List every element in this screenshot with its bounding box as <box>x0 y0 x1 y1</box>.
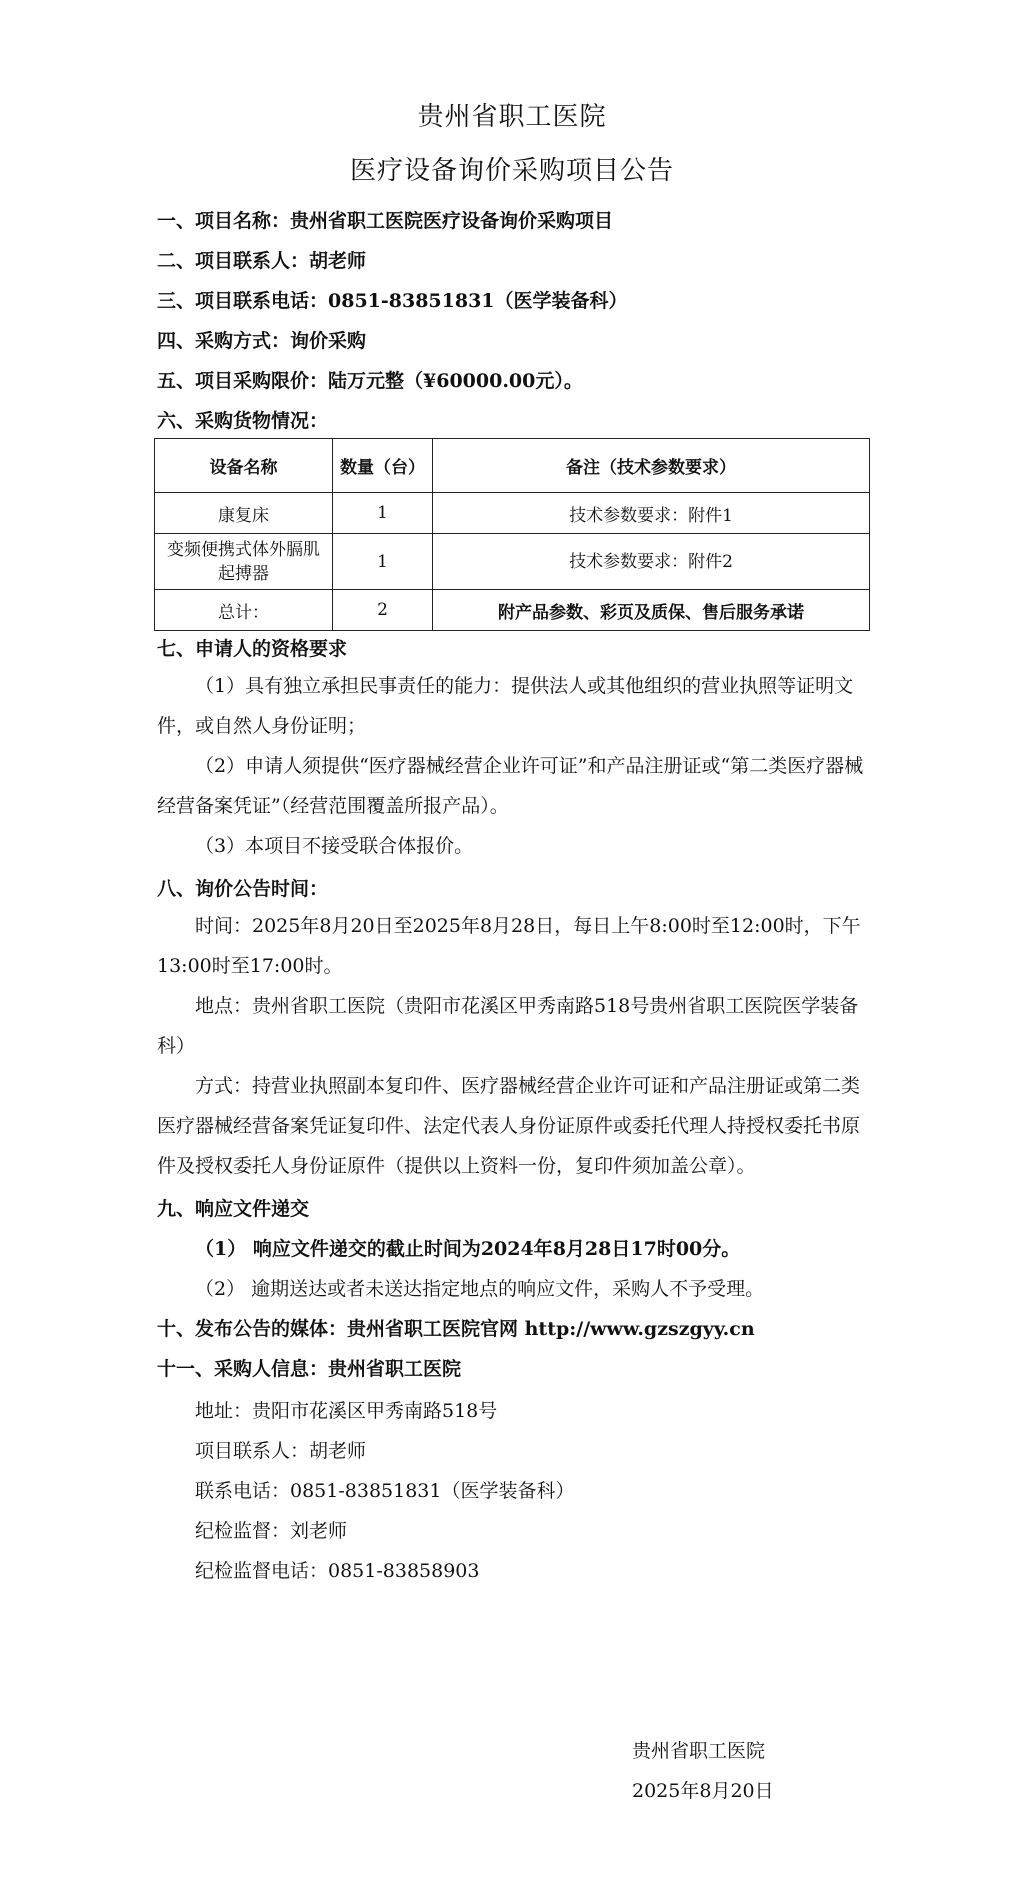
buyer-heading: 十一、采购人信息：贵州省职工医院 <box>157 1358 462 1380</box>
table-cell: 1 <box>333 493 433 534</box>
table-cell: 2 <box>333 590 433 631</box>
notice-place-text: 地点：贵州省职工医院（贵阳市花溪区甲秀南路518号贵州省职工医院医学装备科） <box>157 995 859 1057</box>
buyer-phone: 联系电话：0851-83851831（医学装备科） <box>195 1480 575 1502</box>
signature-date: 2025年8月20日 <box>632 1780 774 1802</box>
notice-time-heading: 八、询价公告时间： <box>157 878 329 900</box>
table-total-row <box>155 590 870 631</box>
qualification-p3: （3）本项目不接受联合体报价。 <box>195 835 474 857</box>
table-header-cell: 数量（台） <box>333 439 433 493</box>
item-contact-person: 二、项目联系人：胡老师 <box>157 250 367 272</box>
table-cell: 1 <box>333 534 433 590</box>
submission-heading: 九、响应文件递交 <box>157 1198 310 1220</box>
table-cell: 变频便携式体外膈肌起搏器 <box>155 534 333 590</box>
submission-late: （2） 逾期送达或者未送达指定地点的响应文件，采购人不予受理。 <box>195 1278 765 1300</box>
submission-deadline: （1） 响应文件递交的截止时间为2024年8月28日17时00分。 <box>195 1238 741 1260</box>
table-header-cell: 设备名称 <box>155 439 333 493</box>
table-row <box>155 493 870 534</box>
table-header-cell: 备注（技术参数要求） <box>433 439 870 493</box>
buyer-supervisor-phone: 纪检监督电话：0851-83858903 <box>195 1560 480 1582</box>
item-procurement-method: 四、采购方式：询价采购 <box>157 330 367 352</box>
table-cell: 技术参数要求：附件2 <box>433 534 870 590</box>
item-goods-heading: 六、采购货物情况： <box>157 410 329 432</box>
notice-method-text: 方式：持营业执照副本复印件、医疗器械经营企业许可证和产品注册证或第二类医疗器械经营备案凭证复印件、法定代表人身份证原件或委托代理人持授权委托书原件及授权委托人身份证原件（提供以上资料一份，复印件须加盖公章）。 <box>157 1075 861 1177</box>
item-contact-phone <box>157 286 628 313</box>
table-cell: 总计： <box>155 590 333 631</box>
table-row <box>155 534 870 590</box>
item-contact-phone-text: 三、项目联系电话：0851-83851831（医学装备科） <box>157 290 628 312</box>
document-title: 贵州省职工医院 <box>417 102 607 132</box>
notice-time-text: 时间：2025年8月20日至2025年8月28日，每日上午8:00时至12:00时，下午13:00时至17:00时。 <box>157 915 861 977</box>
document-subtitle: 医疗设备询价采购项目公告 <box>349 156 674 186</box>
qualification-p2: （2）申请人须提供“医疗器械经营企业许可证”和产品注册证或“第二类医疗器械经营备案凭证”（经营范围覆盖所报产品）。 <box>157 755 864 817</box>
buyer-supervisor: 纪检监督：刘老师 <box>195 1520 348 1542</box>
signature-org: 贵州省职工医院 <box>632 1740 766 1762</box>
item-project-name: 一、项目名称：贵州省职工医院医疗设备询价采购项目 <box>157 210 614 232</box>
buyer-address: 地址：贵阳市花溪区甲秀南路518号 <box>195 1400 498 1422</box>
table-cell: 技术参数要求：附件1 <box>433 493 870 534</box>
table-cell: 康复床 <box>155 493 333 534</box>
item-price-limit: 五、项目采购限价：陆万元整（¥60000.00元）。 <box>157 370 583 392</box>
table-header-row <box>155 439 870 493</box>
qualification-heading: 七、申请人的资格要求 <box>157 638 348 660</box>
goods-table <box>154 438 870 631</box>
table-cell: 附产品参数、彩页及质保、售后服务承诺 <box>433 590 870 631</box>
qualification-p1: （1）具有独立承担民事责任的能力：提供法人或其他组织的营业执照等证明文件，或自然人身份证明； <box>157 675 854 737</box>
media-line: 十、发布公告的媒体：贵州省职工医院官网 http://www.gzszgyy.cn <box>157 1318 755 1340</box>
buyer-contact: 项目联系人：胡老师 <box>195 1440 367 1462</box>
